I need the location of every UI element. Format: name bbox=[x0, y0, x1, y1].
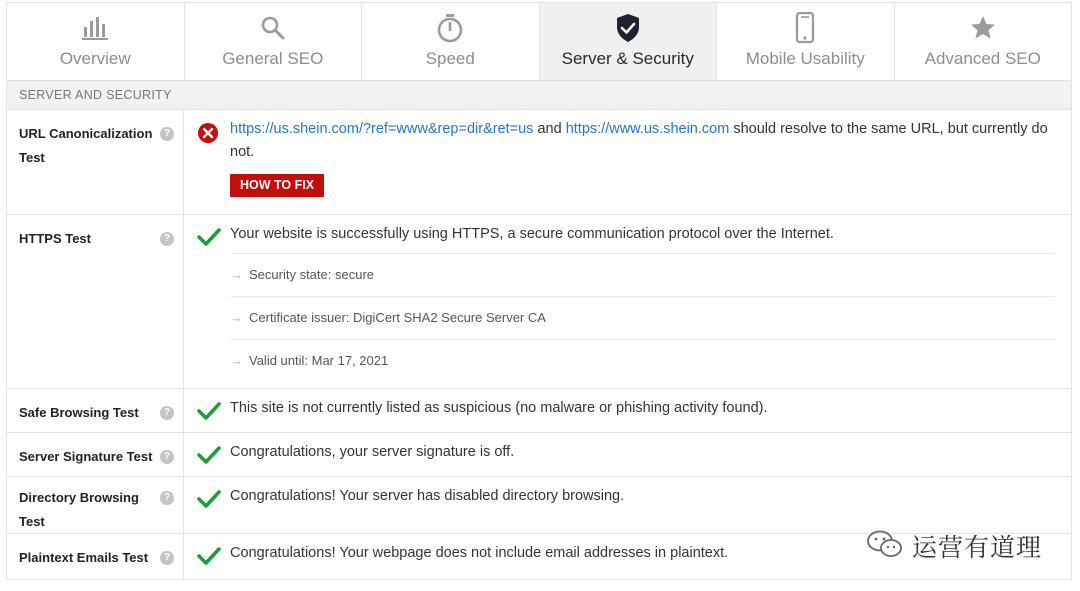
test-row-server-signature bbox=[6, 433, 1072, 477]
detail-item: → Certificate issuer: DigiCert SHA2 Secure Server CA bbox=[230, 296, 1055, 339]
result-link[interactable]: https://www.us.shein.com bbox=[565, 121, 730, 137]
star-icon bbox=[966, 11, 1000, 45]
tab-label: General SEO bbox=[222, 49, 324, 68]
help-icon[interactable]: ? bbox=[160, 406, 174, 420]
test-name: Plaintext Emails Test bbox=[19, 550, 149, 565]
tab-label: Mobile Usability bbox=[745, 49, 865, 68]
test-name: Directory Browsing Test bbox=[19, 490, 139, 529]
result-link[interactable]: https://us.shein.com/?ref=www&rep=dir&ret=us bbox=[230, 121, 534, 137]
check-icon bbox=[197, 546, 221, 574]
section-header: SERVER AND SECURITY bbox=[6, 80, 1072, 110]
test-row-safe-browsing bbox=[6, 389, 1072, 433]
phone-icon bbox=[788, 11, 822, 45]
detail-item: → Valid until: Mar 17, 2021 bbox=[230, 339, 1055, 382]
shield-check-icon bbox=[611, 11, 645, 45]
test-name-cell bbox=[7, 433, 184, 476]
test-name: URL Canonicalization Test bbox=[19, 126, 153, 165]
test-name-cell bbox=[7, 215, 184, 388]
result-text: This site is not currently listed as suspicious (no malware or phishing activity found). bbox=[230, 400, 768, 416]
help-icon[interactable]: ? bbox=[160, 491, 174, 505]
result-text: Congratulations, your server signature is off. bbox=[230, 444, 515, 460]
test-name-cell bbox=[7, 110, 184, 214]
report-panel bbox=[6, 2, 1072, 580]
tab-label: Server & Security bbox=[561, 49, 694, 68]
help-icon[interactable]: ? bbox=[160, 551, 174, 565]
test-result bbox=[184, 477, 1071, 533]
tab-speed[interactable] bbox=[362, 3, 540, 80]
check-icon bbox=[197, 227, 221, 255]
test-name-cell bbox=[7, 477, 184, 533]
tab-general-seo[interactable] bbox=[185, 3, 363, 80]
search-icon bbox=[256, 11, 290, 45]
result-text: Congratulations! Your webpage does not include email addresses in plaintext. bbox=[230, 545, 729, 561]
help-icon[interactable]: ? bbox=[160, 450, 174, 464]
test-name-cell bbox=[7, 534, 184, 579]
test-result bbox=[184, 389, 1071, 432]
result-text: Your website is successfully using HTTPS, a secure communication protocol over the Internet. bbox=[230, 226, 834, 242]
wechat-icon bbox=[866, 529, 904, 564]
help-icon[interactable]: ? bbox=[160, 127, 174, 141]
result-text: should resolve to the same URL, but currently do not. bbox=[230, 121, 1048, 160]
test-result bbox=[184, 215, 1071, 388]
tab-overview[interactable] bbox=[7, 3, 185, 80]
test-name: HTTPS Test bbox=[19, 231, 91, 246]
stopwatch-icon bbox=[433, 11, 467, 45]
tab-advanced-seo[interactable] bbox=[895, 3, 1072, 80]
arrow-right-icon: → bbox=[230, 353, 243, 368]
tab-label: Overview bbox=[59, 49, 131, 68]
test-result bbox=[184, 433, 1071, 476]
result-text: and bbox=[537, 121, 562, 137]
result-text: Congratulations! Your server has disabled directory browsing. bbox=[230, 488, 625, 504]
test-name-cell bbox=[7, 389, 184, 432]
arrow-right-icon: → bbox=[230, 310, 243, 325]
arrow-right-icon: → bbox=[230, 267, 243, 282]
test-row-https bbox=[6, 215, 1072, 389]
watermark-text: 运营有道理 bbox=[912, 533, 1043, 562]
tab-label: Speed bbox=[425, 49, 475, 68]
test-name: Server Signature Test bbox=[19, 449, 153, 464]
check-icon bbox=[197, 489, 221, 517]
tab-label: Advanced SEO bbox=[924, 49, 1041, 68]
check-icon bbox=[197, 401, 221, 429]
fail-icon bbox=[197, 122, 219, 152]
test-name: Safe Browsing Test bbox=[19, 405, 139, 420]
detail-item: → Security state: secure bbox=[230, 253, 1055, 296]
how-to-fix-button[interactable]: HOW TO FIX bbox=[230, 174, 324, 197]
test-row-directory-browsing bbox=[6, 477, 1072, 534]
tab-bar bbox=[6, 2, 1072, 80]
watermark bbox=[866, 528, 1042, 564]
check-icon bbox=[197, 445, 221, 473]
help-icon[interactable]: ? bbox=[160, 232, 174, 246]
tab-server-security[interactable] bbox=[540, 3, 718, 80]
bar-chart-icon bbox=[78, 11, 112, 45]
test-result bbox=[184, 110, 1071, 214]
tab-mobile-usability[interactable] bbox=[717, 3, 895, 80]
test-row-url-canonicalization bbox=[6, 110, 1072, 215]
